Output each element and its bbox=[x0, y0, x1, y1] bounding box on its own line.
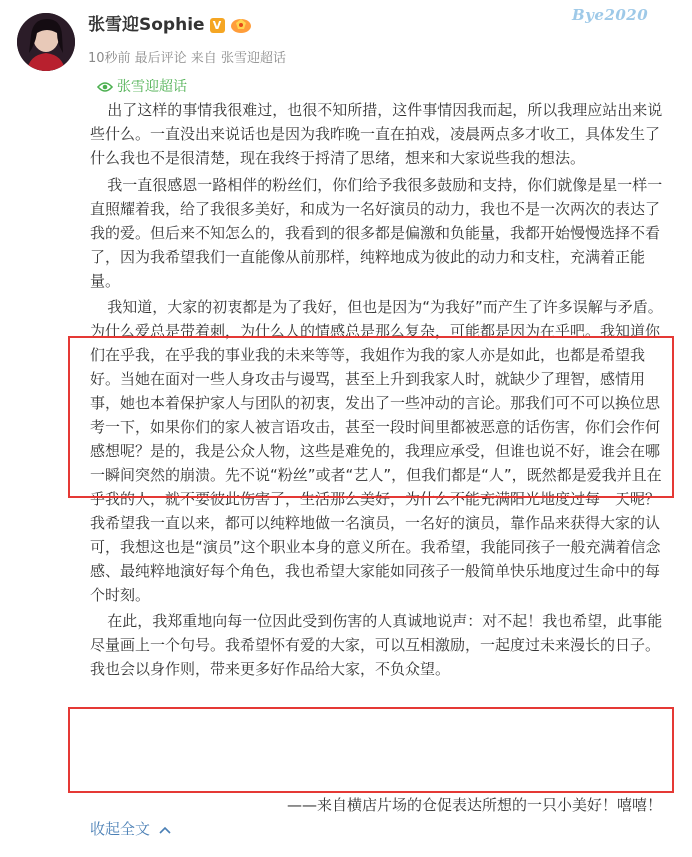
chevron-up-icon bbox=[159, 825, 171, 835]
username[interactable]: 张雪迎Sophie bbox=[88, 15, 205, 35]
watermark: Bye2020 bbox=[572, 6, 649, 24]
paragraph-4: 在此，我郑重地向每一位因此受到伤害的人真诚地说声：对不起！我也希望，此事能尽量画上一个句号。我希望怀有爱的大家，可以互相激励，一起度过未来漫长的日子。我也会以身作则，带来更多好作品给大家，不负众望。 bbox=[90, 612, 663, 678]
member-rank-icon[interactable] bbox=[230, 16, 252, 34]
post-header bbox=[0, 0, 692, 80]
paragraph-3: 我知道，大家的初衷都是为了我好，但也是因为“为我好”而产生了许多误解与矛盾。为什么爱总是带着刺，为什么人的情感总是那么复杂，可能都是因为在乎吧。我知道你们在乎我，在乎我的事业我的未来等等，我姐作为我的家人亦是如此，也都是希望我好。当她在面对一些人身攻击与谩骂，甚至上升到我家人时，就缺少了理智，感情用事，她也本着保护家人与团队的初衷，发出了一些冲动的言论。那我们可不可以换位思考一下，如果你们的家人被言语攻击，甚至一段时间里都被恶意的话伤害，你们会作何感想呢？是的，我是公众人物，这些是难免的，我理应承受，但谁也说不好，谁会在哪一瞬间突然的崩溃。先不说“粉丝”或者“艺人”，但我们都是“人”，既然都是爱我并且在乎我的人，就不要彼此伤害了，生活那么美好，为什么不能充满阳光地度过每一天呢？我希望我一直以来，都可以纯粹地做一名演员，一名好的演员，靠作品来获得大家的认可，我想这也是“演员”这个职业本身的意义所在。我希望，我能同孩子一般充满着信念感、最纯粹地演好每个角色，我也希望大家能如同孩子一般简单快乐地度过生命中的每个时刻。 bbox=[90, 298, 663, 604]
paragraph-1: 出了这样的事情我很难过，也很不知所措，这件事情因我而起，所以我理应站出来说些什么。一直没出来说话也是因为我昨晚一直在拍戏，凌晨两点多才收工，具体发生了什么我也不是很清楚，现在我终于捋清了思绪，想来和大家说些我的想法。 bbox=[90, 101, 663, 167]
avatar[interactable] bbox=[17, 13, 75, 71]
verified-badge: V bbox=[210, 18, 225, 33]
collapse-text-button[interactable] bbox=[90, 820, 171, 838]
post-signature bbox=[90, 793, 670, 841]
eye-icon bbox=[97, 81, 113, 93]
post-meta: 10秒前 最后评论 来自 张雪迎超话 bbox=[88, 51, 286, 66]
paragraph-2: 我一直很感恩一路相伴的粉丝们，你们给予我很多鼓励和支持，你们就像是星一样一直照耀着我，给了我很多美好，和成为一名好演员的动力，我也不是一次两次的表达了我的爱。但后来不知怎么的，我看到的很多都是偏激和负能量，我都开始慢慢选择不看了，因为我希望我们一直能像从前那样，纯粹地成为彼此的动力和支柱，充满着正能量。 bbox=[90, 176, 663, 290]
signature-text: ——来自横店片场的仓促表达所想的一只小美好！嘻嘻！ bbox=[286, 796, 662, 814]
username-row[interactable] bbox=[88, 12, 252, 38]
supertopic-label[interactable]: 张雪迎超话 bbox=[117, 79, 187, 95]
highlight-box-2 bbox=[68, 707, 674, 793]
supertopic-link[interactable] bbox=[97, 77, 187, 97]
collapse-label[interactable]: 收起全文 bbox=[90, 820, 151, 838]
post-body bbox=[90, 98, 670, 683]
